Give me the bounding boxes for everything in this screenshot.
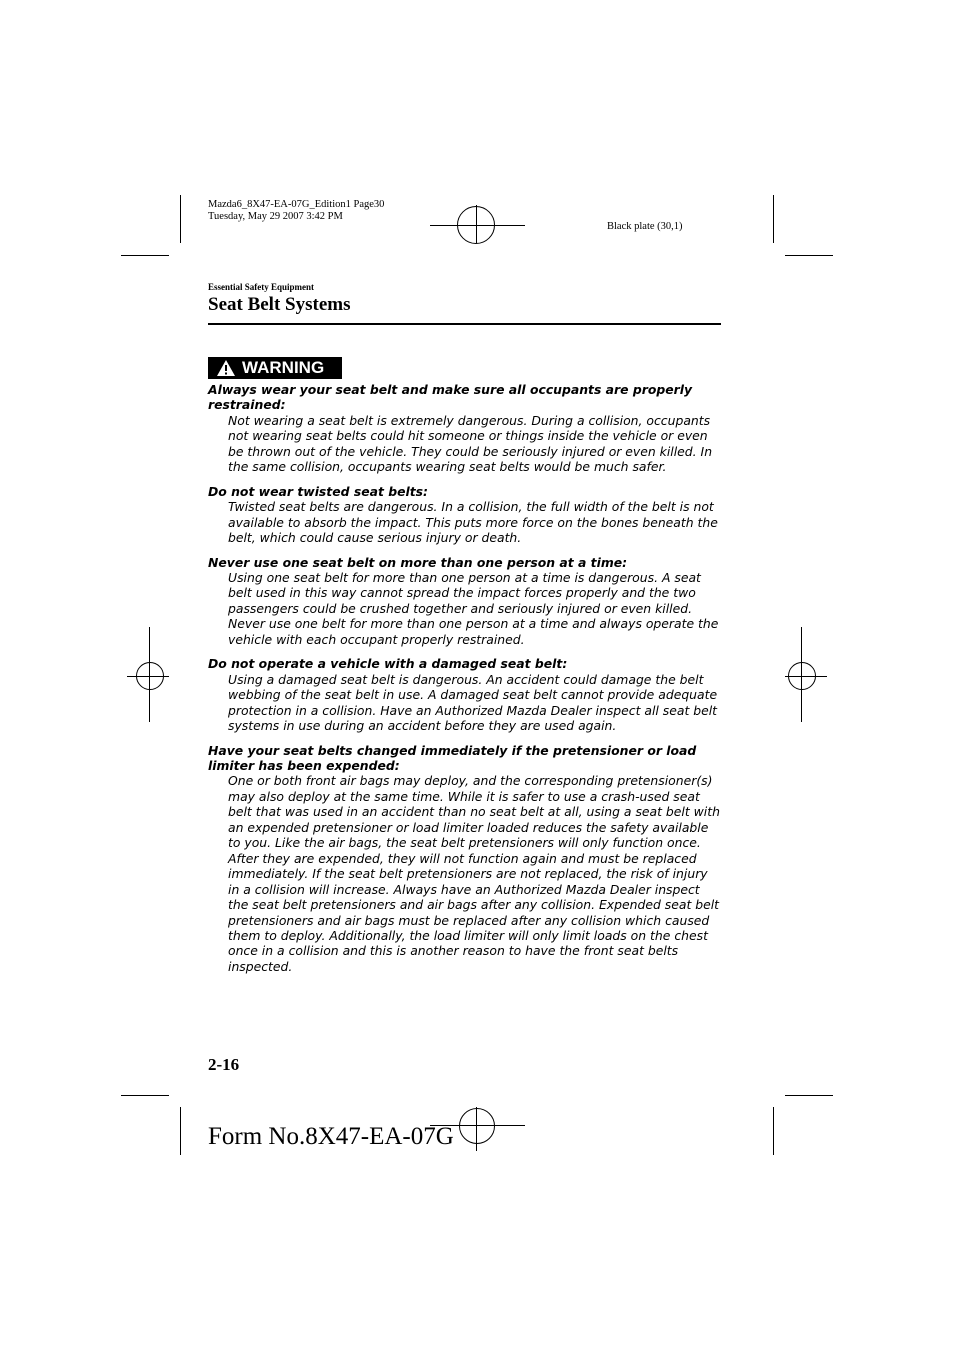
warning-triangle-icon: [216, 359, 236, 377]
crop-mark: [773, 195, 774, 243]
print-meta-date: Tuesday, May 29 2007 3:42 PM: [208, 211, 343, 222]
warning-item-heading: Do not wear twisted seat belts:: [208, 483, 428, 499]
form-number: Form No.8X47-EA-07G: [208, 1123, 454, 1150]
warning-item-text: One or both front air bags may deploy, and the corresponding pretensioner(s) may also deploy at the same time. While it is safer to use a crash-used seat belt that was used in an accident than no seat belt at all, using a seat belt with an expended pretensioner or load limiter loaded reduces the safety available to you. Like the air bags, the seat belt pretensioners will only function once. After they are expended, they will not function again and must be replaced immediately. If the seat belt pretensioners are not replaced, the risk of injury in a collision will increase. Always have an Authorized Mazda Dealer inspect the seat belt pretensioners and air bags after any collision. Expended seat belt pretensioners and air bags must be replaced after any collision which caused them to deploy. Additionally, the load limiter will only limit loads on the chest once in a collision and this is another reason to have the front seat belts inspected.: [228, 773, 720, 974]
crop-mark: [773, 1107, 774, 1155]
crop-mark: [785, 255, 833, 256]
warning-item: [208, 382, 722, 475]
page-title: Seat Belt Systems: [208, 294, 351, 315]
warning-label: WARNING: [242, 358, 325, 377]
section-label: Essential Safety Equipment: [208, 282, 315, 292]
crop-mark: [121, 255, 169, 256]
warning-item: [208, 484, 722, 546]
warning-item-text: Using one seat belt for more than one person at a time is dangerous. A seat belt used in this way cannot spread the impact forces properly and the two passengers could be crushed together and seriously injured or even killed. Never use one belt for more than one person at a time and always operate the vehicle with each occupant properly restrained.: [228, 569, 719, 647]
crop-mark: [785, 1095, 833, 1096]
page-number: 2-16: [208, 1055, 240, 1074]
plate-label: Black plate (30,1): [607, 221, 683, 232]
title-rule: [208, 323, 721, 325]
crop-mark: [180, 195, 181, 243]
warning-item-heading: Have your seat belts changed immediately if the pretensioner or load limiter has been expended:: [208, 742, 697, 773]
warning-item: [208, 555, 722, 648]
warning-item: [208, 656, 722, 733]
warning-item-text: Using a damaged seat belt is dangerous. An accident could damage the belt webbing of the seat belt in use. A damaged seat belt cannot provide adequate protection in a collision. Have an Authorized Mazda Dealer inspect all seat belt systems in use during an accident before they are used again.: [228, 671, 718, 734]
print-meta-file: Mazda6_8X47-EA-07G_Edition1 Page30: [208, 199, 385, 210]
warning-item-heading: Do not operate a vehicle with a damaged seat belt:: [208, 656, 568, 672]
warning-badge: [208, 357, 342, 379]
warning-item-text: Not wearing a seat belt is extremely dangerous. During a collision, occupants not wearing seat belts could hit someone or things inside the vehicle or even be thrown out of the vehicle. They could be seriously injured or even killed. In the same collision, occupants wearing seat belts would be much safer.: [228, 412, 713, 475]
crop-mark: [121, 1095, 169, 1096]
warning-content: [208, 382, 722, 983]
warning-item-heading: Always wear your seat belt and make sure all occupants are properly restrained:: [208, 382, 693, 413]
crop-mark: [180, 1107, 181, 1155]
warning-item: [208, 743, 722, 975]
warning-item-text: Twisted seat belts are dangerous. In a collision, the full width of the belt is not available to absorb the impact. This puts more force on the bones beneath the belt, which could cause serious injury or death.: [228, 499, 718, 546]
warning-item-heading: Never use one seat belt on more than one person at a time:: [208, 554, 628, 570]
print-metadata: [208, 199, 384, 223]
